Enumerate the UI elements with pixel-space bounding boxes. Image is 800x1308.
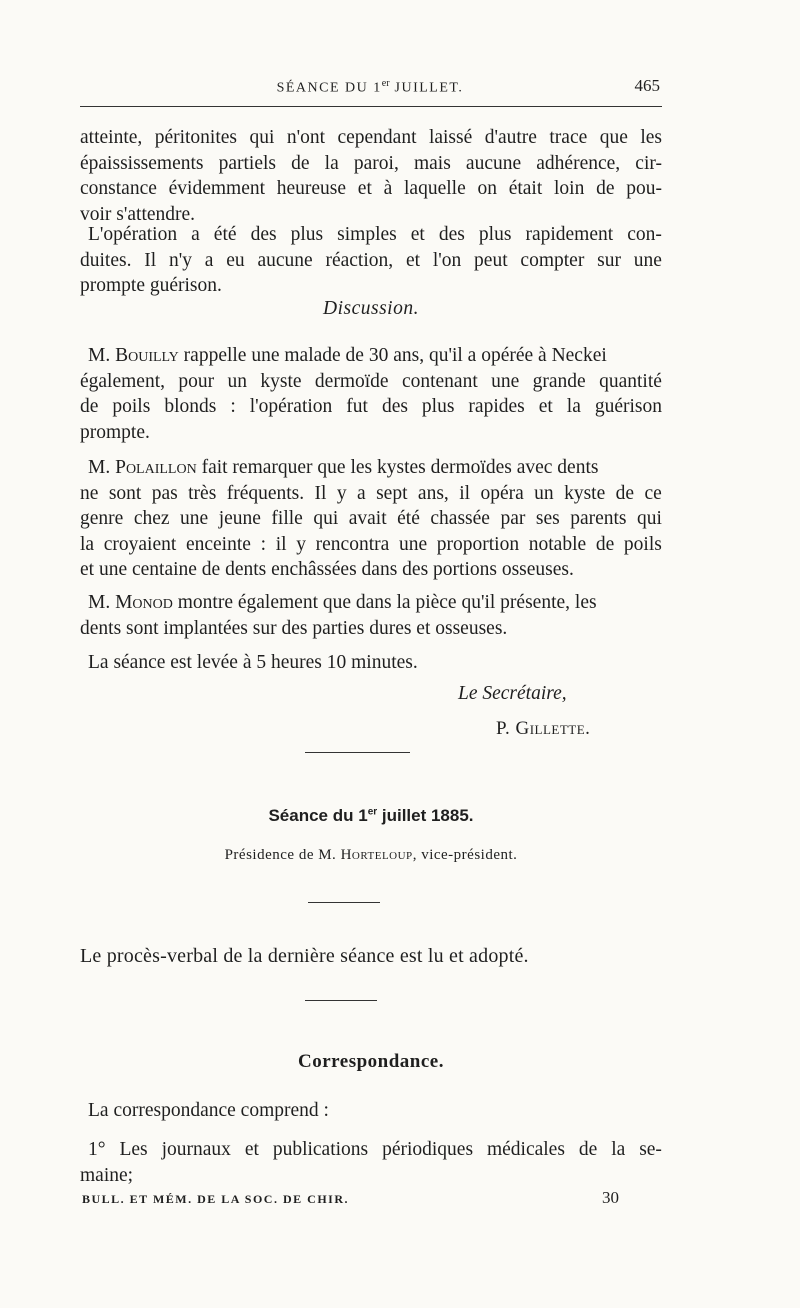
word: dermoïde [314,370,389,392]
word: péritonites [154,127,238,148]
word: pou- [626,178,662,199]
speaker-name: Monod [115,592,173,613]
correspondance-item-1 [80,1137,662,1188]
word: fréquents. [226,482,305,504]
word: adhérence, [536,152,621,174]
word: été [397,508,420,529]
text-line [80,590,662,616]
word: sur [597,249,621,271]
word: cir- [635,152,662,174]
word: la [566,396,581,417]
text-fragment: fait remarquer que les kystes dermoïdes avec dents [196,457,599,478]
word: était [508,178,543,199]
section-divider [308,902,380,903]
text-line [80,176,662,202]
signature-surname: Gillette. [515,718,591,739]
word: et [410,224,425,245]
word: des [438,224,465,245]
word: genre [80,508,124,529]
word: plus [421,396,455,417]
text-line [80,343,662,369]
text-line: dents sont implantées sur des parties dures et osseuses. [80,617,508,639]
word: sept [376,482,408,504]
word: : [230,396,236,417]
text-line [80,394,662,420]
minutes-line: Le procès-verbal de la dernière séance est lu et adopté. [80,945,529,967]
word: pour [178,370,215,392]
word: mais [413,152,451,174]
word: parents [570,508,627,529]
paragraph-4 [80,455,662,583]
page-number: 465 [634,76,660,95]
word: une [180,508,209,529]
word: les [640,127,662,148]
word: et [405,249,421,271]
word: Il [144,249,157,271]
word: y [336,482,347,504]
text-line [80,369,662,395]
running-title [80,78,660,97]
word: de [291,152,310,174]
text-line [80,248,662,274]
word: ne [80,482,99,504]
word: laissé [428,127,473,148]
word: avait [348,508,387,529]
text-line [80,506,662,532]
word: publications [272,1139,369,1160]
word: de [80,396,99,417]
word: un [534,482,554,504]
footer-sheet-number: 30 [602,1188,619,1207]
word: atteinte, [80,127,143,148]
word: enceinte [185,533,251,555]
presidency-text: Présidence de M. [224,847,341,863]
word: n'ont [286,127,326,148]
word: constance [80,178,157,199]
word: 1° [88,1139,106,1160]
section-divider [305,1000,377,1001]
header-rule [80,106,662,107]
word: on [477,178,497,199]
word: évidemment [168,178,266,199]
word: été [213,224,237,245]
word: trace [549,127,588,148]
word: ce [644,482,662,504]
word: partiels [218,152,277,174]
word: proportion [436,533,520,555]
word: jeune [218,508,261,529]
word: et [357,178,372,199]
word: L'opération [88,224,178,245]
word: grande [532,370,586,392]
word: qui [637,508,662,529]
signature-name [496,718,590,740]
paragraph-3 [80,343,662,445]
running-title-text: SÉANCE DU 1 [276,80,382,96]
word: un [227,370,247,392]
speaker-name: Bouilly [115,345,179,366]
word: et [244,1139,259,1160]
word: compter [520,249,585,271]
word: blonds [164,396,217,417]
word: la [324,152,339,174]
paragraph-2 [80,222,662,299]
word: plus [290,224,324,245]
signature-title: Le Secrétaire, [458,683,567,704]
word: a [204,249,214,271]
word: une [491,370,520,392]
correspondance-heading: Correspondance. [298,1051,444,1072]
paragraph-5 [80,590,662,641]
word: heureuse [276,178,347,199]
word: et [538,396,553,417]
word: la [611,1139,626,1160]
word: notable [528,533,587,555]
paragraph-1 [80,125,662,227]
word: quantité [599,370,662,392]
word: y [296,533,306,555]
word: de [578,1139,598,1160]
section-divider [305,752,410,753]
text-line [80,532,662,558]
text-line [80,455,662,481]
text-line: prompte. [80,421,150,443]
word: l'on [432,249,462,271]
text-line [80,222,662,248]
page-header [80,76,660,100]
word: contenant [401,370,478,392]
speaker-title: M. [88,457,116,478]
word: aucune [257,249,313,271]
speaker-title: M. [88,592,116,613]
word: une [633,249,662,271]
closing-line: La séance est levée à 5 heures 10 minutes. [88,652,418,673]
word: l'opération [249,396,333,417]
word: des [250,224,277,245]
word: laquelle [404,178,466,199]
word: réaction, [325,249,394,271]
word: : [260,533,267,555]
footer-signature: BULL. ET MÉM. DE LA SOC. DE CHIR. [82,1192,349,1206]
word: des [381,396,408,417]
word: ans, [417,482,449,504]
text-line [80,1137,662,1163]
word: qui [249,127,275,148]
word: poils [623,533,662,555]
word: de [596,178,615,199]
word: Il [314,482,327,504]
word: périodiques [382,1139,474,1160]
word: guérison [594,396,662,417]
session-title-text: Séance du 1 [268,806,368,825]
running-title-superscript: er [381,78,390,89]
word: poils [112,396,151,417]
word: journaux [161,1139,231,1160]
word: d'autre [484,127,537,148]
word: a [191,224,200,245]
text-line [80,151,662,177]
word: chez [133,508,170,529]
word: loin [554,178,585,199]
word: opéra [480,482,524,504]
word: simples [337,224,397,245]
word: kyste [260,370,302,392]
word: médicales [486,1139,565,1160]
word: rapidement [525,224,614,245]
word: duites. [80,249,132,271]
word: rapides [468,396,525,417]
word: que [599,127,628,148]
word: n'y [168,249,192,271]
word: par [500,508,526,529]
speaker-name: Polaillon [115,457,197,478]
president-name: Horteloup [340,847,413,863]
text-line: et une centaine de dents enchâssées dans des portions osseuses. [80,559,574,580]
word: cependant [337,127,417,148]
word: sont [108,482,142,504]
text-line [80,481,662,507]
text-fragment: rappelle une malade de 30 ans, qu'il a opérée à Neckei [178,345,607,366]
session-title [80,806,662,826]
session-title-superscript: er [367,806,378,818]
word: fut [346,396,368,417]
word: également, [80,370,165,392]
text-line: maine; [80,1164,134,1186]
word: eu [226,249,245,271]
correspondance-intro: La correspondance comprend : [88,1100,329,1121]
word: de [615,482,635,504]
word: une [398,533,428,555]
word: il [275,533,287,555]
word: à [383,178,393,199]
text-fragment: montre également que dans la pièce qu'il présente, les [172,592,597,613]
text-line [80,125,662,151]
word: ses [535,508,560,529]
word: qui [313,508,339,529]
signature-initial: P. [496,718,516,739]
text-line: prompte guérison. [80,275,222,296]
word: rencontra [315,533,390,555]
discussion-heading: Discussion. [323,298,419,319]
session-title-date: juillet 1885. [377,806,474,825]
word: croyaient [103,533,177,555]
presidency-line [80,847,662,864]
word: kyste [564,482,606,504]
word: Les [119,1139,148,1160]
text-line: voir s'attendre. [80,203,196,225]
word: con- [627,224,662,245]
word: il [459,482,471,504]
word: aucune [465,152,522,174]
word: se- [639,1139,662,1160]
word: peut [474,249,508,271]
word: paroi, [353,152,399,174]
speaker-title: M. [88,345,116,366]
word: plus [478,224,512,245]
word: très [188,482,217,504]
word: pas [151,482,178,504]
word: de [595,533,615,555]
word: a [357,482,366,504]
presidency-role: , vice-président. [412,847,518,863]
word: chassée [430,508,490,529]
running-title-date: JUILLET. [389,80,464,96]
word: épaississements [80,152,204,174]
word: la [80,533,95,555]
word: fille [271,508,303,529]
